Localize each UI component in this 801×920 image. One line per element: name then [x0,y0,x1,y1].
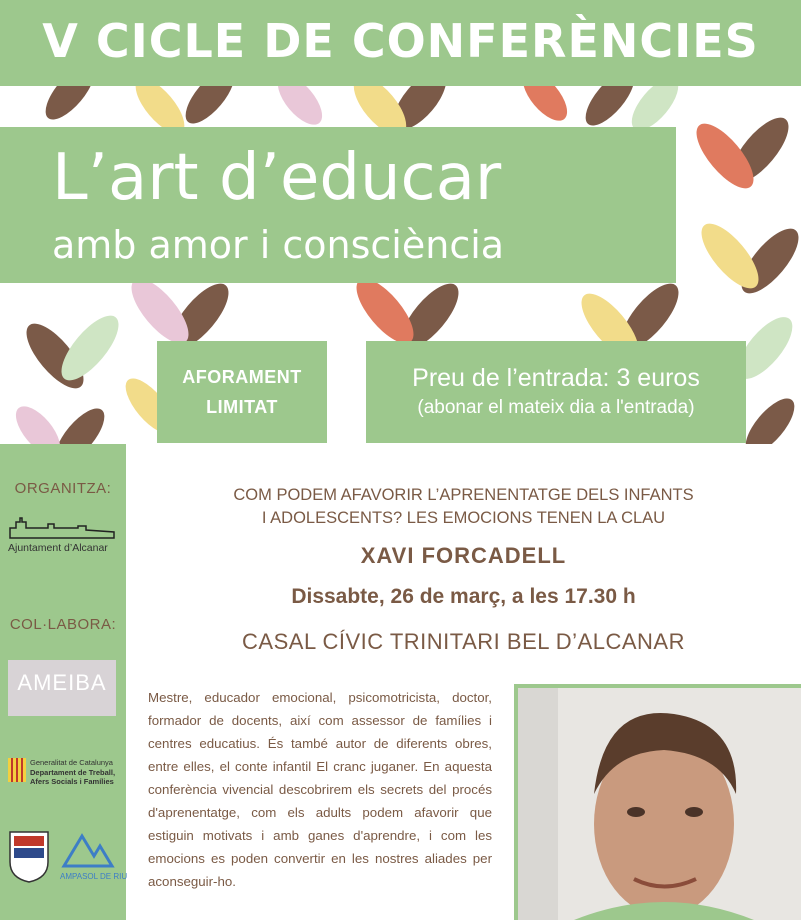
title-box [0,127,676,283]
talk-question [126,484,801,530]
aforament-box [157,341,327,443]
ajuntament-name: Ajuntament d’Alcanar [8,542,108,554]
ajuntament-logo-icon [8,514,116,540]
header-band [0,0,801,86]
main-title: L’art d’educar [52,141,502,215]
price-text: Preu de l’entrada: 3 euros [412,364,700,392]
question-line1: COM PODEM AFAVORIR L’APRENENTATGE DELS INFANTS [233,486,694,504]
question-line2: I ADOLESCENTS? LES EMOCIONS TENEN LA CLAU [261,509,666,527]
school-shield-icon [8,830,50,884]
aforament-line2: LIMITAT [206,397,278,417]
generalitat-flag-icon [8,758,26,782]
generalitat-line3: Afers Socials i Famílies [30,777,114,786]
cycle-title: V CICLE DE CONFERÈNCIES [42,14,759,68]
generalitat-line1: Generalitat de Catalunya [30,758,113,767]
ampa-name: AMPASOL DE RIU [60,872,128,881]
price-note: (abonar el mateix dia a l'entrada) [417,397,695,418]
collabora-label: COL·LABORA: [9,616,117,633]
organitza-label: ORGANITZA: [14,480,112,497]
speaker-name: XAVI FORCADELL [360,543,567,568]
ameiba-logo-text: AMEIBA [17,670,107,695]
aforament-line1: AFORAMENT [182,367,302,387]
speaker-photo [514,684,801,920]
generalitat-line2: Departament de Treball, [30,768,116,777]
sub-title: amb amor i consciència [52,223,505,267]
price-box [366,341,746,443]
talk-date: Dissabte, 26 de març, a les 17.30 h [291,585,636,608]
speaker-bio: Mestre, educador emocional, psicomotricista, doctor, formador de docents, així com assessor de famílies i centres educatius. És també autor de diferents obres, entre elles, el conte infantil El cranc juganer. En aquesta conferència vivencial descobrirem els secrets del procés d'aprenentatge, com els adults podem afavorir que estiguin motivats i amb ganes d'aprendre, i com les emocions es poden convertir en les nostres aliades per aconseguir-ho. [148,690,492,889]
ameiba-logo [8,660,116,716]
ampa-logo-icon [60,832,116,870]
speaker-portrait-icon [514,684,801,920]
talk-venue: CASAL CÍVIC TRINITARI BEL D’ALCANAR [242,629,685,654]
